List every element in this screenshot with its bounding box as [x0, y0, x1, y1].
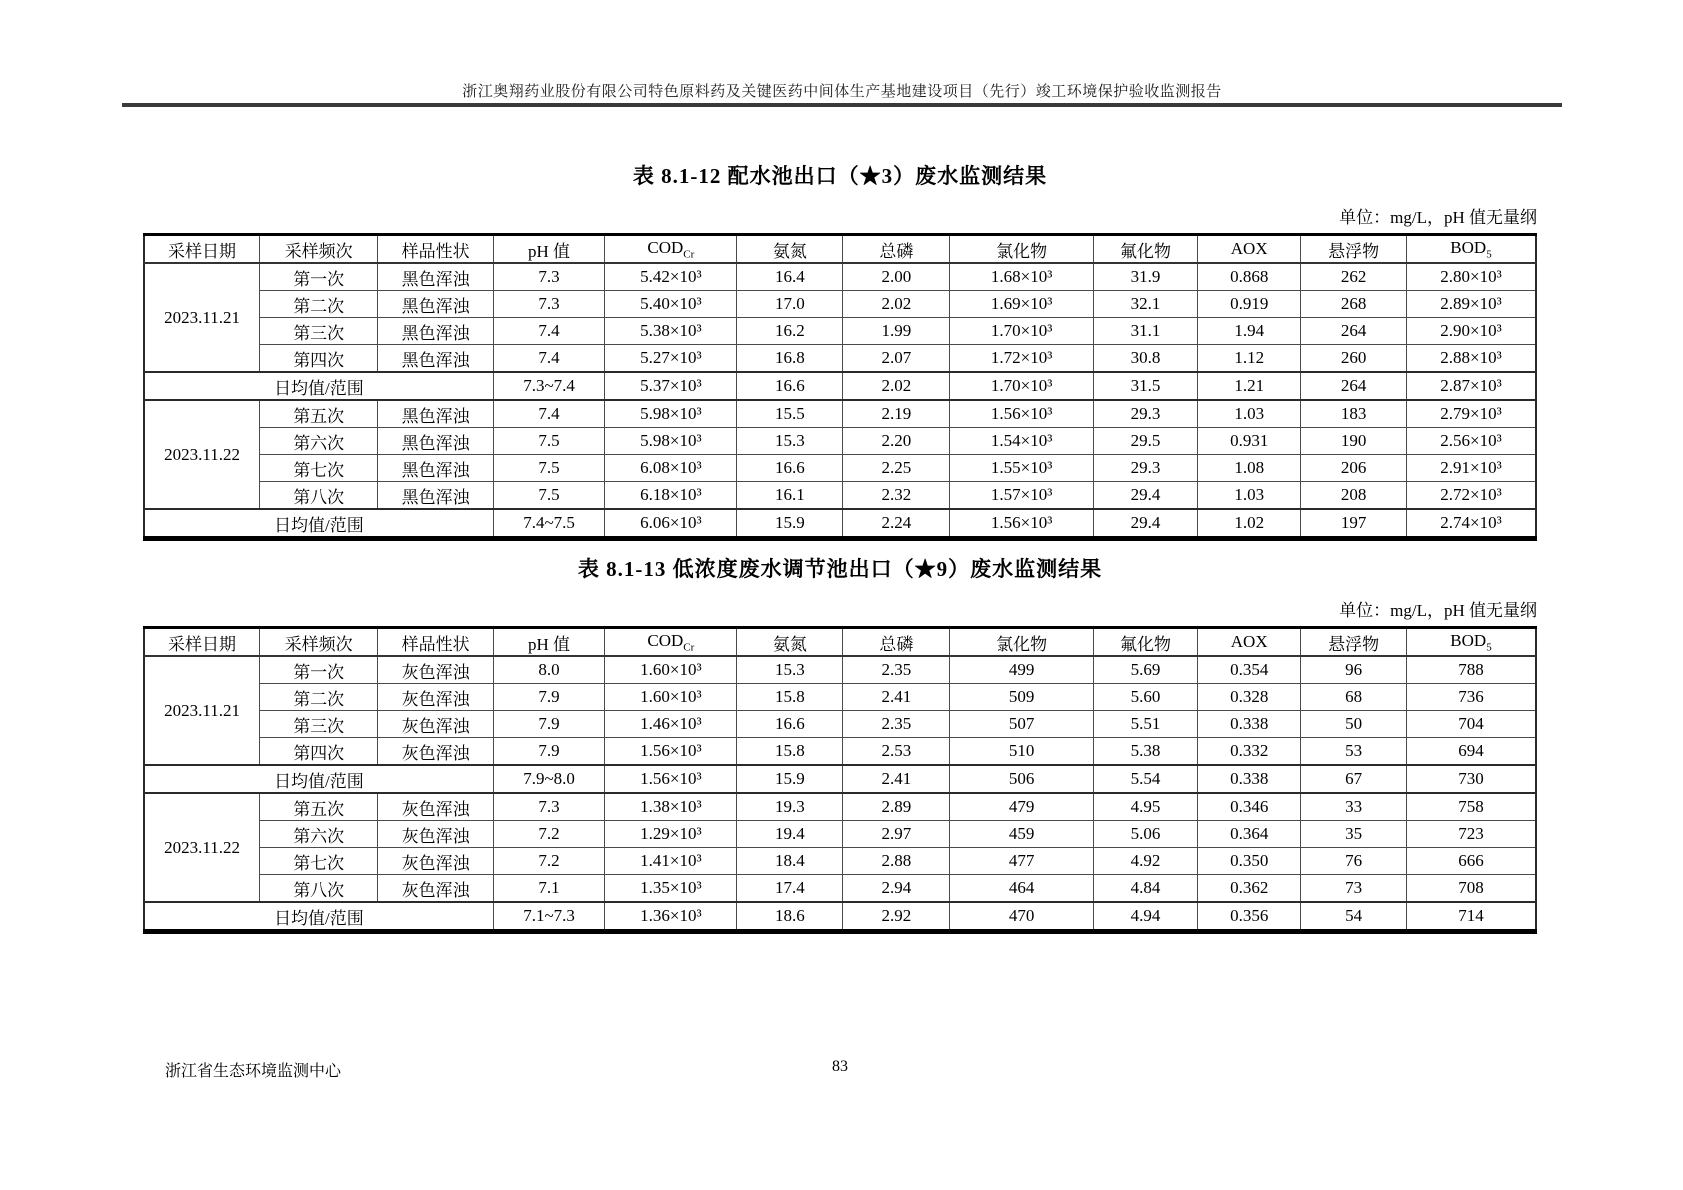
table-cell: 第五次 [260, 400, 378, 428]
table-row [144, 400, 1536, 428]
table-cell: 日均值/范围 [144, 372, 493, 400]
table-cell: 1.46×10³ [605, 711, 737, 738]
table-cell: 2.02 [843, 372, 950, 400]
column-header: 总磷 [843, 235, 950, 264]
table-cell: 0.338 [1198, 765, 1301, 793]
table-cell: 16.2 [737, 318, 843, 345]
table-cell: 第六次 [260, 821, 378, 848]
table-cell: 76 [1301, 848, 1407, 875]
table-cell: 7.5 [493, 455, 604, 482]
table-cell: 7.3 [493, 291, 604, 318]
table-cell: 7.9 [493, 738, 604, 766]
table-cell: 黑色浑浊 [378, 428, 494, 455]
table-cell: 2.35 [843, 711, 950, 738]
table-cell: 2023.11.22 [144, 793, 260, 902]
table-cell: 5.98×10³ [605, 428, 737, 455]
table-cell: 第七次 [260, 848, 378, 875]
table-row [144, 345, 1536, 373]
table-cell: 2.56×10³ [1406, 428, 1536, 455]
table-cell: 5.42×10³ [605, 263, 737, 291]
table-cell: 479 [950, 793, 1093, 821]
table-cell: 7.4~7.5 [493, 509, 604, 539]
table-cell: 33 [1301, 793, 1407, 821]
table-row [144, 656, 1536, 684]
table-cell: 96 [1301, 656, 1407, 684]
table-cell: 第四次 [260, 345, 378, 373]
table-cell: 0.364 [1198, 821, 1301, 848]
table-cell: 7.4 [493, 400, 604, 428]
wastewater-monitoring-table-2 [143, 626, 1537, 934]
table-cell: 7.1 [493, 875, 604, 903]
table-cell: 29.5 [1093, 428, 1197, 455]
table-cell: 704 [1406, 711, 1536, 738]
table-cell: 1.55×10³ [950, 455, 1093, 482]
table-cell: 29.3 [1093, 455, 1197, 482]
table-cell: 5.37×10³ [605, 372, 737, 400]
table-cell: 第一次 [260, 263, 378, 291]
table-cell: 1.99 [843, 318, 950, 345]
table-cell: 1.94 [1198, 318, 1301, 345]
table-cell: 477 [950, 848, 1093, 875]
table-2-unit-note: 单位：mg/L，pH 值无量纲 [1339, 601, 1537, 620]
table-cell: 第二次 [260, 684, 378, 711]
table-cell: 4.92 [1093, 848, 1197, 875]
table-cell: 8.0 [493, 656, 604, 684]
table-cell: 206 [1301, 455, 1407, 482]
table-cell: 2023.11.22 [144, 400, 260, 509]
page-footer [143, 1058, 1537, 1080]
header-row [144, 628, 1536, 657]
table-cell: 723 [1406, 821, 1536, 848]
table-cell: 16.6 [737, 711, 843, 738]
table-cell: 15.3 [737, 428, 843, 455]
table-cell: 1.38×10³ [605, 793, 737, 821]
footer-organization: 浙江省生态环境监测中心 [165, 1063, 342, 1080]
table-cell: 5.27×10³ [605, 345, 737, 373]
table-cell: 1.56×10³ [605, 738, 737, 766]
table-cell: 30.8 [1093, 345, 1197, 373]
table-cell: 0.362 [1198, 875, 1301, 903]
table-cell: 1.03 [1198, 482, 1301, 510]
table-cell: 4.95 [1093, 793, 1197, 821]
table-cell: 第四次 [260, 738, 378, 766]
table-cell: 53 [1301, 738, 1407, 766]
table-cell: 2.25 [843, 455, 950, 482]
table-cell: 694 [1406, 738, 1536, 766]
table-cell: 1.41×10³ [605, 848, 737, 875]
column-header: 氯化物 [950, 628, 1093, 657]
table-cell: 15.8 [737, 738, 843, 766]
column-header: 样品性状 [378, 235, 494, 264]
table-cell: 5.60 [1093, 684, 1197, 711]
table-cell: 4.94 [1093, 902, 1197, 932]
table-cell: 日均值/范围 [144, 765, 493, 793]
table-cell: 7.3 [493, 263, 604, 291]
table-cell: 2.20 [843, 428, 950, 455]
column-header: $BOD_5$ [1406, 235, 1536, 264]
table-cell: 507 [950, 711, 1093, 738]
column-header: 采样频次 [260, 235, 378, 264]
table-cell: 第八次 [260, 482, 378, 510]
table-cell: 第一次 [260, 656, 378, 684]
table-cell: 736 [1406, 684, 1536, 711]
table-cell: 18.4 [737, 848, 843, 875]
table-cell: 0.931 [1198, 428, 1301, 455]
column-header: 氨氮 [737, 235, 843, 264]
table-cell: 509 [950, 684, 1093, 711]
table-cell: 0.919 [1198, 291, 1301, 318]
table-cell: 730 [1406, 765, 1536, 793]
wastewater-monitoring-table-1 [143, 233, 1537, 541]
table-row [144, 738, 1536, 766]
table-cell: 2.32 [843, 482, 950, 510]
table-cell: 黑色浑浊 [378, 400, 494, 428]
table-cell: 510 [950, 738, 1093, 766]
table-cell: 4.84 [1093, 875, 1197, 903]
column-header: $COD_{Cr}$ [605, 628, 737, 657]
table-row [144, 902, 1536, 932]
table-cell: 714 [1406, 902, 1536, 932]
table-cell: 第八次 [260, 875, 378, 903]
table-cell: 2.88×10³ [1406, 345, 1536, 373]
table-row [144, 263, 1536, 291]
table-cell: 708 [1406, 875, 1536, 903]
table-cell: 第三次 [260, 711, 378, 738]
table-cell: 2.92 [843, 902, 950, 932]
table-row [144, 482, 1536, 510]
table-cell: 2.87×10³ [1406, 372, 1536, 400]
table-cell: 506 [950, 765, 1093, 793]
footer-page-number: 83 [832, 1058, 848, 1075]
table-cell: 15.9 [737, 509, 843, 539]
table-cell: 7.9 [493, 684, 604, 711]
column-header: 样品性状 [378, 628, 494, 657]
table-cell: 54 [1301, 902, 1407, 932]
table-2-title: 表 8.1-13 低浓度废水调节池出口（★9）废水监测结果 [577, 557, 1103, 581]
table-cell: 16.6 [737, 455, 843, 482]
column-header: 总磷 [843, 628, 950, 657]
table-cell: 666 [1406, 848, 1536, 875]
table-cell: 1.12 [1198, 345, 1301, 373]
table-cell: 1.02 [1198, 509, 1301, 539]
table-cell: 6.08×10³ [605, 455, 737, 482]
table-cell: 15.9 [737, 765, 843, 793]
table-cell: 7.9~8.0 [493, 765, 604, 793]
table-cell: 灰色浑浊 [378, 793, 494, 821]
table-cell: 0.332 [1198, 738, 1301, 766]
table-cell: 2.88 [843, 848, 950, 875]
table-cell: 16.1 [737, 482, 843, 510]
header-row [144, 235, 1536, 264]
column-header: 悬浮物 [1301, 235, 1407, 264]
table-cell: 黑色浑浊 [378, 455, 494, 482]
table-cell: 0.346 [1198, 793, 1301, 821]
table-cell: 2.00 [843, 263, 950, 291]
table-cell: 264 [1301, 372, 1407, 400]
column-header: $BOD_5$ [1406, 628, 1536, 657]
table-cell: 黑色浑浊 [378, 291, 494, 318]
table-cell: 7.3~7.4 [493, 372, 604, 400]
table-cell: 1.57×10³ [950, 482, 1093, 510]
table-row [144, 875, 1536, 903]
table-cell: 260 [1301, 345, 1407, 373]
table-cell: 1.56×10³ [950, 509, 1093, 539]
table-cell: 黑色浑浊 [378, 318, 494, 345]
table-cell: 7.3 [493, 793, 604, 821]
table-cell: 5.38×10³ [605, 318, 737, 345]
table-cell: 35 [1301, 821, 1407, 848]
table-cell: 1.70×10³ [950, 318, 1093, 345]
column-header: 采样频次 [260, 628, 378, 657]
column-header: $COD_{Cr}$ [605, 235, 737, 264]
table-cell: 2023.11.21 [144, 263, 260, 372]
table-cell: 19.3 [737, 793, 843, 821]
table-cell: 18.6 [737, 902, 843, 932]
table-cell: 灰色浑浊 [378, 821, 494, 848]
table-cell: 2.90×10³ [1406, 318, 1536, 345]
column-header: 氟化物 [1093, 628, 1197, 657]
table-cell: 5.38 [1093, 738, 1197, 766]
table-row [144, 711, 1536, 738]
table-cell: 2.94 [843, 875, 950, 903]
table-cell: 1.60×10³ [605, 656, 737, 684]
table-cell: 第六次 [260, 428, 378, 455]
table-cell: 1.36×10³ [605, 902, 737, 932]
table-cell: 208 [1301, 482, 1407, 510]
table-cell: 灰色浑浊 [378, 711, 494, 738]
table-cell: 2.91×10³ [1406, 455, 1536, 482]
table-cell: 0.338 [1198, 711, 1301, 738]
table-cell: 黑色浑浊 [378, 345, 494, 373]
table-cell: 16.8 [737, 345, 843, 373]
table-cell: 190 [1301, 428, 1407, 455]
table-cell: 31.5 [1093, 372, 1197, 400]
table-cell: 2.80×10³ [1406, 263, 1536, 291]
table-cell: 1.68×10³ [950, 263, 1093, 291]
table-cell: 6.06×10³ [605, 509, 737, 539]
table-cell: 灰色浑浊 [378, 684, 494, 711]
table-cell: 黑色浑浊 [378, 482, 494, 510]
table-cell: 第五次 [260, 793, 378, 821]
table-cell: 1.21 [1198, 372, 1301, 400]
table-cell: 7.4 [493, 318, 604, 345]
content-area [143, 160, 1537, 934]
table-cell: 1.08 [1198, 455, 1301, 482]
table-cell: 2.74×10³ [1406, 509, 1536, 539]
table-cell: 1.60×10³ [605, 684, 737, 711]
table-cell: 16.6 [737, 372, 843, 400]
header-divider [122, 103, 1562, 107]
table-cell: 6.18×10³ [605, 482, 737, 510]
table-cell: 499 [950, 656, 1093, 684]
table-cell: 29.4 [1093, 509, 1197, 539]
table-row [144, 318, 1536, 345]
page-header-title: 浙江奥翔药业股份有限公司特色原料药及关键医药中间体生产基地建设项目（先行）竣工环境保护验收监测报告 [462, 84, 1222, 100]
table-row [144, 684, 1536, 711]
table-cell: 1.35×10³ [605, 875, 737, 903]
table-cell: 7.4 [493, 345, 604, 373]
table-cell: 31.9 [1093, 263, 1197, 291]
table-cell: 7.2 [493, 848, 604, 875]
table-cell: 68 [1301, 684, 1407, 711]
table-cell: 470 [950, 902, 1093, 932]
table-cell: 7.1~7.3 [493, 902, 604, 932]
table-cell: 2.35 [843, 656, 950, 684]
table-cell: 黑色浑浊 [378, 263, 494, 291]
table-cell: 7.9 [493, 711, 604, 738]
table-cell: 1.03 [1198, 400, 1301, 428]
table-cell: 16.4 [737, 263, 843, 291]
table-cell: 2.02 [843, 291, 950, 318]
table-row [144, 372, 1536, 400]
table-cell: 2.41 [843, 684, 950, 711]
table-cell: 197 [1301, 509, 1407, 539]
column-header: AOX [1198, 628, 1301, 657]
table-cell: 1.54×10³ [950, 428, 1093, 455]
table-cell: 第三次 [260, 318, 378, 345]
column-header: 氟化物 [1093, 235, 1197, 264]
table-cell: 459 [950, 821, 1093, 848]
table-cell: 7.5 [493, 428, 604, 455]
table-cell: 262 [1301, 263, 1407, 291]
table-cell: 日均值/范围 [144, 902, 493, 932]
table-cell: 5.69 [1093, 656, 1197, 684]
column-header: 悬浮物 [1301, 628, 1407, 657]
table-cell: 0.350 [1198, 848, 1301, 875]
table-cell: 31.1 [1093, 318, 1197, 345]
table-1-unit-note: 单位：mg/L，pH 值无量纲 [1339, 208, 1537, 227]
table-cell: 1.72×10³ [950, 345, 1093, 373]
table-cell: 67 [1301, 765, 1407, 793]
table-cell: 0.354 [1198, 656, 1301, 684]
table-cell: 268 [1301, 291, 1407, 318]
table-cell: 1.29×10³ [605, 821, 737, 848]
table-row [144, 455, 1536, 482]
table-row [144, 428, 1536, 455]
table-cell: 1.69×10³ [950, 291, 1093, 318]
table-cell: 2.89 [843, 793, 950, 821]
table-cell: 5.98×10³ [605, 400, 737, 428]
table-cell: 1.56×10³ [605, 765, 737, 793]
table-cell: 灰色浑浊 [378, 875, 494, 903]
table-cell: 17.0 [737, 291, 843, 318]
table-cell: 7.2 [493, 821, 604, 848]
table-cell: 日均值/范围 [144, 509, 493, 539]
table-cell: 2.79×10³ [1406, 400, 1536, 428]
table-cell: 5.06 [1093, 821, 1197, 848]
table-cell: 灰色浑浊 [378, 848, 494, 875]
table-cell: 73 [1301, 875, 1407, 903]
table-row [144, 765, 1536, 793]
table-cell: 17.4 [737, 875, 843, 903]
table-cell: 2.53 [843, 738, 950, 766]
table-cell: 2023.11.21 [144, 656, 260, 765]
table-cell: 2.07 [843, 345, 950, 373]
table-cell: 15.8 [737, 684, 843, 711]
table-cell: 7.5 [493, 482, 604, 510]
table-cell: 5.40×10³ [605, 291, 737, 318]
table-cell: 0.356 [1198, 902, 1301, 932]
table-cell: 1.56×10³ [950, 400, 1093, 428]
table-cell: 29.3 [1093, 400, 1197, 428]
column-header: 氯化物 [950, 235, 1093, 264]
column-header: 采样日期 [144, 628, 260, 657]
table-row [144, 848, 1536, 875]
table-cell: 灰色浑浊 [378, 738, 494, 766]
table-row [144, 793, 1536, 821]
table-cell: 第二次 [260, 291, 378, 318]
table-row [144, 821, 1536, 848]
table-1-title: 表 8.1-12 配水池出口（★3）废水监测结果 [632, 164, 1048, 188]
column-header: AOX [1198, 235, 1301, 264]
table-cell: 0.868 [1198, 263, 1301, 291]
table-cell: 464 [950, 875, 1093, 903]
table-row [144, 291, 1536, 318]
table-cell: 2.89×10³ [1406, 291, 1536, 318]
table-cell: 2.24 [843, 509, 950, 539]
column-header: pH 值 [493, 628, 604, 657]
column-header: pH 值 [493, 235, 604, 264]
table-cell: 29.4 [1093, 482, 1197, 510]
column-header: 采样日期 [144, 235, 260, 264]
table-cell: 183 [1301, 400, 1407, 428]
table-cell: 5.51 [1093, 711, 1197, 738]
table-cell: 1.70×10³ [950, 372, 1093, 400]
table-cell: 788 [1406, 656, 1536, 684]
table-cell: 第七次 [260, 455, 378, 482]
table-row [144, 509, 1536, 539]
table-cell: 15.5 [737, 400, 843, 428]
table-cell: 15.3 [737, 656, 843, 684]
table-cell: 32.1 [1093, 291, 1197, 318]
table-cell: 2.97 [843, 821, 950, 848]
table-cell: 灰色浑浊 [378, 656, 494, 684]
table-cell: 50 [1301, 711, 1407, 738]
table-cell: 2.72×10³ [1406, 482, 1536, 510]
column-header: 氨氮 [737, 628, 843, 657]
table-cell: 0.328 [1198, 684, 1301, 711]
table-cell: 2.19 [843, 400, 950, 428]
table-cell: 5.54 [1093, 765, 1197, 793]
table-cell: 2.41 [843, 765, 950, 793]
table-cell: 758 [1406, 793, 1536, 821]
table-cell: 19.4 [737, 821, 843, 848]
table-cell: 264 [1301, 318, 1407, 345]
